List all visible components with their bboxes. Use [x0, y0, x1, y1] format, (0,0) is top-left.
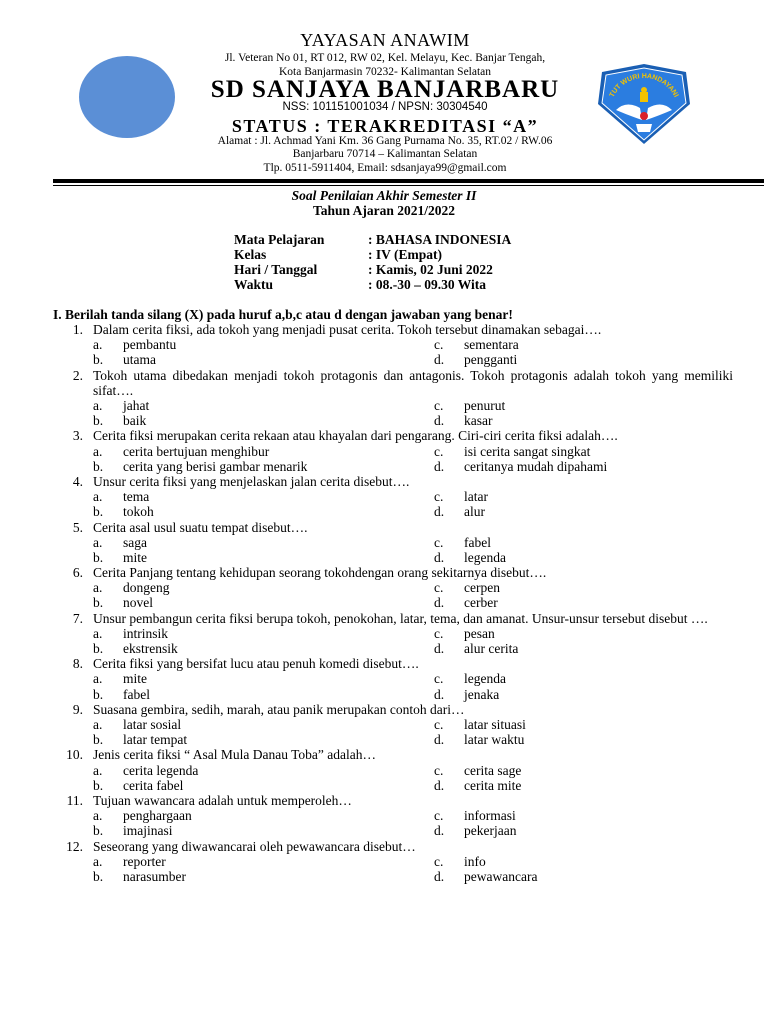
accreditation-status: STATUS : TERAKREDITASI “A”: [231, 116, 539, 136]
option-row: a. cerita bertujuan menghibur c. isi cerita sangat singkat: [93, 443, 591, 459]
question-item: [53, 839, 733, 885]
question-text: Cerita asal usul suatu tempat disebut….: [93, 519, 308, 535]
question-number: 3.: [72, 428, 83, 444]
question-number: 9.: [72, 701, 83, 717]
question-item: [53, 368, 733, 429]
option-row: b. imajinasi d. pekerjaan: [93, 823, 517, 839]
option-row: b. mite d. legenda: [93, 549, 506, 565]
option-row: b. ekstrensik d. alur cerita: [93, 641, 519, 657]
question-text: Unsur cerita fiksi yang menjelaskan jalan cerita disebut….: [93, 473, 410, 489]
question-item: [53, 702, 733, 748]
question-number: 10.: [66, 747, 83, 763]
question-item: [53, 322, 733, 368]
question-number: 8.: [72, 656, 83, 672]
info-value: : BAHASA INDONESIA: [368, 232, 512, 247]
info-value: : Kamis, 02 Juni 2022: [368, 262, 493, 277]
question-item: [53, 747, 733, 793]
question-item: [53, 611, 733, 657]
info-value: : IV (Empat): [368, 247, 442, 262]
option-row: a. dongeng c. cerpen: [93, 580, 500, 596]
school-logo-placeholder: [79, 56, 175, 138]
question-text: Dalam cerita fiksi, ada tokoh yang menjadi pusat cerita. Tokoh tersebut dinamakan sebagai….: [93, 322, 602, 337]
exam-year: Tahun Ajaran 2021/2022: [312, 203, 456, 218]
school-address-line1: Alamat : Jl. Achmad Yani Km. 36 Gang Purnama No. 35, RT.02 / RW.06: [217, 135, 553, 147]
option-row: a. mite c. legenda: [93, 671, 506, 687]
school-name: SD SANJAYA BANJARBARU: [210, 76, 560, 103]
info-value: : 08.-30 – 09.30 Wita: [368, 277, 486, 292]
option-row: a. cerita legenda c. cerita sage: [93, 762, 522, 778]
question-text: Tokoh utama dibedakan menjadi tokoh protagonis dan antagonis. Tokoh protagonis adalah tokoh yang memiliki sifat….: [93, 367, 733, 398]
question-number: 4.: [72, 473, 83, 489]
info-label: Kelas: [234, 247, 267, 262]
question-text: Tujuan wawancara adalah untuk memperoleh…: [93, 792, 352, 808]
letterhead: [0, 0, 768, 190]
foundation-address-line2: Kota Banjarmasin 70232- Kalimantan Selatan: [278, 66, 492, 78]
question-item: [53, 656, 733, 702]
question-number: 11.: [66, 792, 83, 808]
option-row: a. reporter c. info: [93, 853, 486, 869]
foundation-address-line1: Jl. Veteran No 01, RT 012, RW 02, Kel. Melayu, Kec. Banjar Tengah,: [224, 52, 546, 64]
info-label: Mata Pelajaran: [234, 232, 325, 247]
question-text: Suasana gembira, sedih, marah, atau panik merupakan contoh dari…: [93, 701, 465, 717]
option-row: b. utama d. pengganti: [93, 352, 518, 368]
section-instruction: I. Berilah tanda silang (X) pada huruf a,b,c atau d dengan jawaban yang benar!: [53, 307, 513, 322]
question-text: Jenis cerita fiksi “ Asal Mula Danau Toba” adalah…: [93, 747, 376, 763]
info-label: Hari / Tanggal: [234, 262, 318, 277]
option-row: b. latar tempat d. latar waktu: [93, 732, 525, 748]
option-row: a. pembantu c. sementara: [93, 337, 519, 353]
question-item: [53, 428, 733, 474]
question-list: [53, 322, 733, 884]
question-item: [53, 474, 733, 520]
school-nss: NSS: 101151001034 / NPSN: 30304540: [282, 101, 488, 113]
question-text: Cerita Panjang tentang kehidupan seorang tokohdengan orang sekitarnya disebut….: [93, 565, 547, 581]
option-row: a. saga c. fabel: [93, 534, 491, 550]
option-row: b. baik d. kasar: [93, 413, 493, 429]
question-item: [53, 793, 733, 839]
option-row: a. penghargaan c. informasi: [93, 808, 516, 824]
question-item: [53, 565, 733, 611]
question-text: Unsur pembangun cerita fiksi berupa tokoh, penokohan, latar, tema, dan amanat. Unsur-unsur tersebut disebut ….: [93, 610, 708, 626]
school-address-line2: Banjarbaru 70714 – Kalimantan Selatan: [292, 148, 478, 160]
option-row: b. cerita yang berisi gambar menarik d. ceritanya mudah dipahami: [93, 458, 608, 474]
exam-title: Soal Penilaian Akhir Semester II: [291, 188, 477, 203]
question-number: 7.: [72, 610, 83, 626]
question-number: 2.: [72, 367, 83, 383]
option-row: a. jahat c. penurut: [93, 397, 506, 413]
question-number: 1.: [72, 322, 83, 337]
question-number: 12.: [66, 838, 83, 854]
option-row: b. narasumber d. pewawancara: [93, 868, 538, 884]
option-row: a. intrinsik c. pesan: [93, 625, 495, 641]
option-row: b. tokoh d. alur: [93, 504, 485, 520]
option-row: a. latar sosial c. latar situasi: [93, 717, 526, 733]
question-number: 5.: [72, 519, 83, 535]
option-row: a. tema c. latar: [93, 489, 488, 505]
question-number: 6.: [72, 565, 83, 581]
foundation-name: YAYASAN ANAWIM: [300, 30, 470, 50]
header-divider-thin: [53, 185, 764, 186]
question-item: [53, 520, 733, 566]
info-label: Waktu: [234, 277, 274, 292]
option-row: b. cerita fabel d. cerita mite: [93, 777, 522, 793]
tut-wuri-handayani-emblem-icon: [596, 62, 692, 146]
question-text: Cerita fiksi merupakan cerita rekaan atau khayalan dari pengarang. Ciri-ciri cerita fiksi adalah….: [93, 428, 618, 444]
header-divider-thick: [53, 179, 764, 183]
svg-text:TUT WURI HANDAYANI: TUT WURI HANDAYANI: [608, 72, 680, 99]
school-contact: Tlp. 0511-5911404, Email: sdsanjaya99@gmail.com: [263, 162, 507, 174]
option-row: b. novel d. cerber: [93, 595, 498, 611]
option-row: b. fabel d. jenaka: [93, 686, 500, 702]
question-text: Cerita fiksi yang bersifat lucu atau penuh komedi disebut….: [93, 656, 419, 672]
question-text: Seseorang yang diwawancarai oleh pewawancara disebut…: [93, 838, 416, 854]
